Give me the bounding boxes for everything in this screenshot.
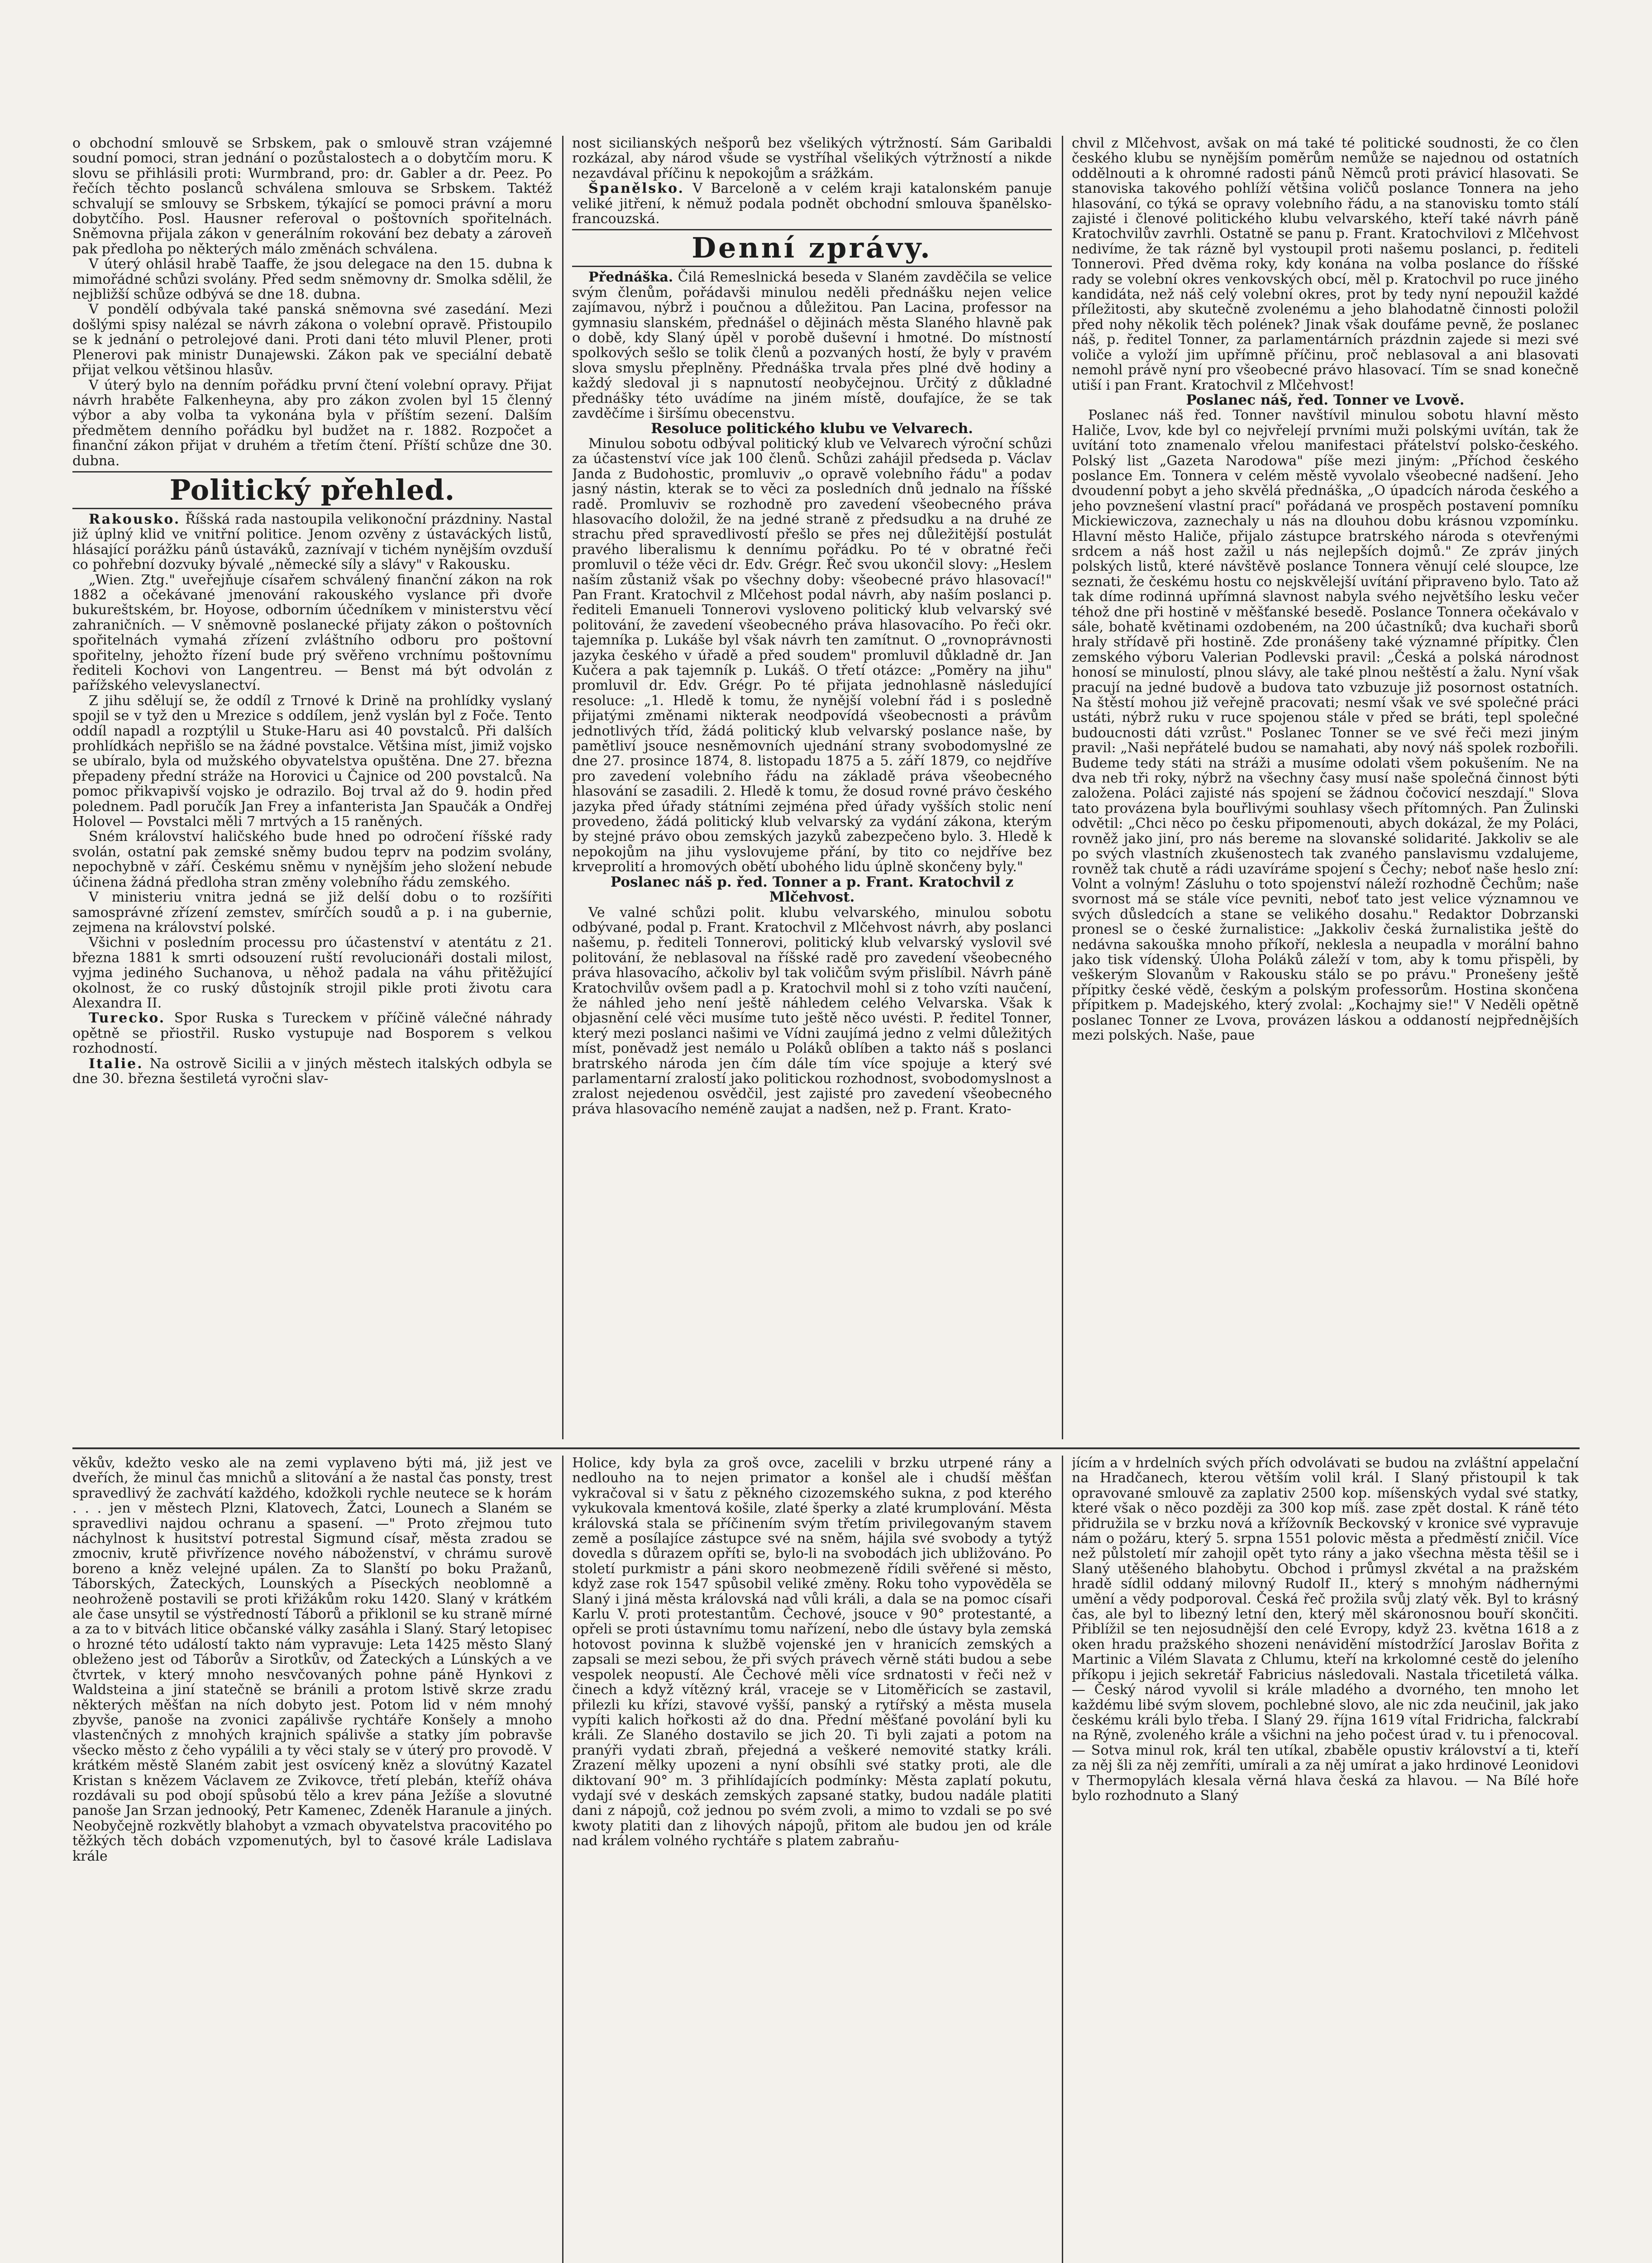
news-item-italie <box>72 1056 552 1087</box>
news-item: V ministeriu vnitra jedná se již delší dobu o to rozšířiti samosprávné zřízení zemstev, smírčích soudů a p. i na gubernie, zejmena na království polské. <box>72 889 552 936</box>
paragraph: Holice, kdy byla za groš ovce, zacelili v brzku utrpené rány a nedlouho na to nejen primator a konšel ale i chudší měšťan vykračoval si v šatu z pěkného cizozemského sukna, z pod kterého vykukovala kmentová košile, zlaté šperky a zlaté krumplování. Města královská stala se příčinením svým třetím privilegovaným stavem země a posílajíce zástupce své na sněm, hájila své svobody a tytýž dovedla s důrazem opříti se, bylo-li na svobodách jich ubližováno. Po století purkmistr a páni skoro neobmezeně řídili svěřené si město, když zase rok 1547 spůsobil veliké změny. Roku toho vypověděla se Slaný i jiná města královská nad vůli králi, a dala se na pomoc císaři Karlu V. proti protestantům. Čechové, jsouce v 90° protestanté, a opřeli se proti ústavnímu tomu nařízení, nebo dle ústavy byla zemská hotovost povinna k službě vojenské jen v hranicích zemských a zapsali se mezi sebou, že při svých právech věrně státi budou a sebe vespolek neopustí. Ale Čechové měli více srdnatosti v řeči než v činech a když vítězný král, vraceje se v Litoměřicích se zastavil, přilezli ku křízi, stavové vyšší, panský a rytířský a města musela vypíti kalich hořkosti až do dna. Přední měšťané povolání byli ku králi. Ze Slaného dostavilo se jich 20. Ti byli zajati a potom na pranýři vydati zbraň, přejedná a veškeré nemovité statky králi. Zrazení mělky upozeni a nyní obsíhli své statky proti, ale dle diktovaní 90° m. 3 přihlídajících podmínky: Města zaplatí pokutu, vydají své v deskách zemských zapsané statky, budou nadále platiti dani z nápojů, což jednou po svém zvoli, a mimo to vzdali se po své kwoty platiti dan z lihových nápojů, přitom ale budou jen od krále nad králem volného rychtáře s platem zabraňu- <box>572 1456 1052 1849</box>
paragraph: o obchodní smlouvě se Srbskem, pak o smlouvě stran vzájemné soudní pomoci, stran jednání o pozůstalostech a o dobytčím moru. K slovu se přihlásili proti: Wurmbrand, pro: dr. Gabler a dr. Peez. Po řečích těchto poslanců schválena smlouva se Srbskem. Taktéž schvalují se smlouvy se Srbskem, týkající se pomoci právní a moru dobytčího. Posl. Hausner referoval o poštovních spořitelnách. Sněmovna přijala zákon v generálním rokování bez debaty a zároveň pak předloha po některých málo změnách schválena. <box>72 136 552 257</box>
news-item-turecko <box>72 1011 552 1056</box>
paragraph: Ve valné schůzi polit. klubu velvarského, minulou sobotu odbývané, podal p. Frant. Kratochvil z Mlčehvost návrh, aby poslanci našemu, p. řediteli Tonnerovi, politický klub velvarský vyslovil své politování, že neblasoval na říšské radě pro zavedení všeobecného práva hlasovacího, ačkoliv byl tak voličům svým přislíbil. Návrh páně Kratochvilův ovšem padl a p. Kratochvil mohl si z toho vzíti naučení, že náhled jeho není ještě náhledem celého Velvarska. Však k objasnění celé věci musíme tuto ještě něco uvésti. P. ředitel Tonner, který mezi poslanci našimi ve Vídni zaujímá jedno z velmi důležitých míst, poněvadž jest nemálo u Poláků oblíben a takto náš s poslanci bratrského národa jen čím dále tím více spojuje a který své parlamentarní zralostí jako politickou rozhodnost, svobodomyslnost a zralost nejedenou osvědčil, jest zajisté pro zavedení všeobecného práva hlasovacího neméně zaujat a nadšen, než p. Frant. Krato- <box>572 904 1052 1117</box>
item-text: V Barceloně a v celém kraji katalonském panuje veliké jitření, k němuž podala podnět obchodní smlouva španělsko-francouzská. <box>572 181 1052 227</box>
section-title-politicky-prehled: Politický přehled. <box>72 471 552 509</box>
item-text: Spor Ruska s Tureckem v příčině válečné náhrady opětně se přiostřil. Rusko vystupuje nad Bosporem s velkou rozhodností. <box>72 1010 552 1057</box>
newspaper-page <box>72 136 1580 2263</box>
item-head: Přednáška. <box>588 269 673 286</box>
bottom-column-2 <box>572 1456 1052 2263</box>
news-item: Všichni v posledním processu pro účastenství v atentátu z 21. března 1881 k smrti odsouzení ruští revolucionáři dostali milost, vyjma jediného Suchanova, u něhož padala na váhu přitěžující okolnost, že co ruský důstojník strojil pikle proti životu cara Alexandra II. <box>72 935 552 1011</box>
column-divider <box>1062 1456 1063 2263</box>
item-head: Španělsko. <box>588 181 684 197</box>
column-divider <box>1062 136 1063 1439</box>
news-item: „Wien. Ztg." uveřejňuje císařem schválený finanční zákon na rok 1882 a očekávané jmenování rakouského vyslance při dvoře bukureštském, br. Hoyose, odborním účedníkem v ministerstvu věcí zahraničních. — V sněmovně poslanecké přijaty zákon o poštovních spořitelnách vymahá zřízení zvláštního odboru pro poštovní spořitelny, jehožto řízení bude prý svěřeno vrchnímu poštovnímu řediteli Kochovi von Langentreu. — Benst má být odvolán z pařížského velevyslanectví. <box>72 572 552 694</box>
paragraph: chvil z Mlčehvost, avšak on má také té politické soudnosti, že co člen českého klubu se nynějším poměrům nemůže se najednou od ostatních oddělnouti a k ohromné radosti pánů Němců proti právicí hlasovati. Se stanoviska takového pohlíží většina voličů poslance Tonnera na jeho hlasování, co týká se opravy volebního řádu, a na stanovisku tomto stálí zajisté i členové politického klubu velvarského, kteří také návrh páně Kratochvilův zavrhli. Ostatně se panu p. Frant. Kratochvilovi z Mlčehvost nedivíme, že tak rázně byl vystoupil proti našemu poslanci, p. řediteli Tonnerovi. Před dvěma roky, kdy konána na volba poslance do říšské rady se volební okres venkovských obcí, měl p. Kratochvil po ruce jiného kandidáta, než náš celý volební okres, prot by tedy nyní nepoužil každé příležitosti, aby skutečně zvolenému a jeho blahodatně činnosti položil před nohy několik těch polének? Jinak však doufáme pevně, že poslanec náš, p. ředitel Tonner, za parlamentárních prázdnin zajede si mezi své voliče a vyloží jim upřímně příčinu, proč neblasoval a ani blasovati nemohl právě nyní pro všeobecné právo hlasovací. Tím se snad konečně utiší i pan Frant. Kratochvil z Mlčehvost! <box>1072 136 1579 393</box>
column-divider <box>562 1456 563 2263</box>
section-divider <box>72 1447 1580 1449</box>
item-head: Turecko. <box>89 1010 166 1026</box>
subheading-resoluce: Resoluce politického klubu ve Velvarech. <box>651 420 973 437</box>
top-column-3 <box>1072 136 1579 1439</box>
news-item: Z jihu sdělují se, že oddíl z Trnové k Drině na prohlídky vyslaný spojil se v tyž den u Mrezice s oddílem, jenž vyslán byl z Foče. Tento oddíl napadl a rozptýlil u Stuke-Haru asi 40 povstalců. Při dalších prohlídkách nepřišlo se na žádné povstalce. Většina míst, jimiž vojsko se ubíralo, byla od mužského obyvatelstva opuštěna. Dne 27. března přepadeny přední stráže na Horovici u Čajnice od 200 povstalců. Na pomoc přikvapivší vojsko je odrazilo. Boj trval až do 9. hodin před polednem. Padl poručík Jan Frey a infanterista Jan Spaučák a Ondřej Holovel — Povstalci měli 7 mrtvých a 15 raněných. <box>72 692 552 830</box>
news-item: Sném království haličského bude hned po odročení říšské rady svolán, ostatní pak zemské sněmy budou teprv na podzim svolány, nepochybně v září. Českému sněmu v nynějším jeho složení nebude účinena žádná předloha stran změny volebního řádu zemského. <box>72 829 552 890</box>
paragraph: V úterý bylo na denním pořádku první čtení volební opravy. Přijat návrh hraběte Falkenheyna, aby pro zákon zvolen byl 15 členný výbor a aby volba ta vykonána byla v příštím sezení. Dalším předmětem denního pořádku byl budžet na r. 1882. Rozpočet a finanční zákon přijat v druhém a třetím čtení. Příští schůze dne 30. dubna. <box>72 377 552 469</box>
paragraph: věkův, kdežto vesko ale na zemi vyplaveno býti má, již jest ve dveřích, že minul čas mnichů a slitování a že nastal čas ponsty, trest spravedlivý že zachvátí každého, kdožkoli rychle neutece se k horám . . . jen v městech Plzni, Klatovech, Žatci, Lounech a Slaném se spravedlivi najdou ochranu a spasení. —" Proto zřejmou tuto náchylnost k husitství potrestal Sigmund císař, města zradou se zmocniv, krutě přivřízence nového náboženství, v chrámu surově boreno a kněz velejné upálen. Za to Slanští po boku Pražanů, Táborských, Žateckých, Lounských a Píseckých neoblomně a neohroženě postavili se proti křižákům roku 1420. Slaný v krátkém ale čase unsytil se výstředností Táborů a přiklonil se ku straně mírné a za to v bitvách litice občanské války zasáhla i Slaný. Starý letopisec o hrozné této událostí takto nám vypravuje: Leta 1425 město Slaný obleženo jest od Táborův a Sirotkův, od Žateckých a Lúnských a ve čtvrtek, v který mnoho nesvčovaných pohne páně Hynkovi z Waldsteina a jiní statečně se bránili a protom lstivě skrze zradu některých měšťan na ních dobyto jest. Potom lid v ném mnohý zbyvše, panoše na zvonici zapálivše rychtáře Konšely a mnoho vlastenčných z mnohých krajnich spálivše a statky jím pobravše všecko město z čeho vypálili a ty věci staly se v úterý pro provodě. V krátkém městě Slaném zabit jest osvícený kněz a slovútný Kazatel Kristan s knězem Václavem ze Zvikovce, třetí plebán, kteříž oháva rozdávali su pod obojí spůsobú tělo a krev pána Ježíše a slovutné panoše Jan Srzan jednooký, Petr Kamenec, Zdeněk Haranule a jiných. Neobyčejně rozkvětly blahobyt a vzmach obyvatelstva pracovitého po těžkých těch dobách vzpomenutých, byl to časové krále Ladislava krále <box>72 1456 552 1864</box>
paragraph: V úterý ohlásil hrabě Taaffe, že jsou delegace na den 15. dubna k mimořádné schůzi svolány. Před sedm sněmovny dr. Smolka sdělil, že nejbližší schůze odbývá se dne 18. dubna. <box>72 256 552 303</box>
column-divider <box>562 136 563 1439</box>
item-head: Rakousko. <box>89 511 181 527</box>
section-title-denni-zpravy: Denní zprávy. <box>572 229 1052 267</box>
top-column-2 <box>572 136 1052 1439</box>
bottom-column-1 <box>72 1456 552 2263</box>
news-item-prednaska <box>572 270 1052 421</box>
top-column-1 <box>72 136 552 1439</box>
news-item-rakousko <box>72 512 552 573</box>
paragraph: nost sicilianských nešporů bez všelikých výtržností. Sám Garibaldi rozkázal, aby národ všude se vystříhal všelikých výtržností a nikde nezavdával příčinu k nepokojům a srážkám. <box>572 136 1052 181</box>
item-text: Říšská rada nastoupila velikonoční prázdniny. Nastal již úplný klid ve vnitřní politice. Jenom ozvěny z ústaváckých listů, hlásající porážku pánů ústaváků, zaznívají v tichém nynějším ovzduší co pohřební dozvuky bývalé „německé síly a slávy" v Rakousku. <box>72 511 552 573</box>
paragraph: Poslanec náš řed. Tonner navštívil minulou sobotu hlavní město Haliče, Lvov, kde byl co nejvřelejí prvními muži polskými uvítán, tak že uvítání toto znamenalo vřelou manifestaci přátelství polsko-českého. Polský list „Gazeta Narodowa" píše mezi jiným: „Příchod českého poslance Em. Tonnera v celém městě vyvolalo všeobecné nadšení. Jeho dvoudenní pobyt a jeho skvělá přednáška, „O úpadcích národa českého a jeho povznešení vlastní prací" pořádaná ve prospěch postavení pomníku Mickiewiczova, zaznechaly u nás na dlouhou dobu krásnou vzpomínku. Hlavní město Haliče, přijalo zástupce bratrského národa s otevřenými srdcem a náš host zažil u nás nejlepších dojmů." Ze zpráv jiných polských listů, které návštěvě poslance Tonnera věnují celé sloupce, lze seznati, že českému hostu co nejskvělejší uvítání připraveno bylo. Tato až tak díme rodinná upřímná slavnost nabyla svého největšího lesku večer téhož dne při hostině v měšťanské besedě. Poslance Tonnera očekávalo v sále, bohatě květinami ozdobeném, na 200 účastníků; dva kuchaři sborů hraly střídavě při hostině. Zde pronášeny také významné přípitky. Člen zemského výboru Valerian Podlevski pravil: „Česká a polská národnost honosí se minulostí, plnou slávy, ale také plnou neštěstí a žalu. Nyní však pracují na jedné budově a budova tato vzbuzuje již posornost ostatních. Na štěstí mohou již veřejně pracovati; nesmí však ve své společné práci ustáti, nýbrž ruku v ruce spojenou stále v před se bráti, tepl společné budoucnosti dáti vzrůst." Poslanec Tonner se ve své řeči mezi jiným pravil: „Naši nepřátelé budou se namahati, aby nový náš spolek rozbořili. Budeme tedy státi na stráži a musíme odolati všem pokušením. Ne na dva neb tři roky, nýbrž na všechny časy musí naše společná činnost býti založena. Poláci zajisté nás spojení se žádnou čočovicí neszdají." Slova tato provázena byla bouřlivými souhlasy všech přítomných. Pan Žulinski odvětil: „Chci něco po česku připomenouti, abych dokázal, že my Poláci, rovněž jako jiní, pro nás bereme na slovanské solidarité. Jakkoliv se ale po svých vlastních zkušenostech tak zvaného panslavismu vzdalujeme, rovněž tak chutě a rádi uzavíráme spojení s Čechy; neboť naše heslo zní: Volnt a volným! Zásluhu o toto spojenství náleží rozhodně Čechům; naše svornost má se stále více pevniti, neboť tato jest velice významnou ve svých důsledcích a stane se velikého dosahu." Redaktor Dobrzanski pronesl se o české žurnalistice: „Jakkoliv česká žurnalistika ještě do nedávna sakouška mnoho příkoří, neklesla a neupadla v morální bahno jako tisk vídenský. Úloha Poláků záleží v tom, aby k tomu přispěli, by veškerým Slovanům v Rakousku stálo se po právu." Pronešeny ještě přípitky české vědě, českým a polským professorům. Hostina skončena přípitkem p. Madejského, který zvolal: „Kochajmy sie!" V Neděli opětně poslanec Tonner ze Lvova, provázen láskou a oddaností nejpřednějších mezi polských. Naše, paue <box>1072 407 1579 1043</box>
item-head: Italie. <box>89 1055 143 1072</box>
item-text: Čilá Remeslnická beseda v Slaném zavděčila se velice svým členům, pořádavši minulou neděli přednášku nejen velice zajímavou, nýbrž i poučnou a důležitou. Pan Lacina, professor na gymnasiu slanském, přednášel o dějinách města Slaného hlavně pak o době, kdy Slaný úpěl v porobě duševní i hmotné. Do místností spolkových sešlo se tolik členů a pozvaných hostí, že byly v pravém slova smyslu přeplněny. Přednáška trvala přes plné dvě hodiny a každý sledoval ji s napnutostí neobyčejnou. Určitý z důkladné přednášky této uvádíme na jiném místě, doufajíce, že se tak zavděčíme i širšímu obecenstvu. <box>572 269 1052 422</box>
paragraph: Minulou sobotu odbýval politický klub ve Velvarech výroční schůzi za účastenství více jak 100 členů. Schůzi zahájil předseda p. Václav Janda z Budohostic, promluviv „o opravě volebního řádu" a podav jasný nástin, kterak se to věci za posledních dnů jednalo na říšské radě. Promluviv se rozhodně pro zavedení všeobecného práva hlasovacího doložil, že na jedné straně z předsudku a na druhé ze strachu před spravedlivostí přešlo se přes nej důležitější postulát pravého liberalismu k dennímu pořádku. Po té v obratné řeči promluvil o téže věci dr. Edv. Grégr. Řeč svou ukončil slovy: „Heslem naším zůstaniž však po všechny doby: všeobecné právo hlasovací!" Pan Frant. Kratochvil z Mlčehost podal návrh, aby naším poslanci p. řediteli Emanueli Tonnerovi vysloveno politický klub velvarský své politování, že zavedení všeobecného práva hlasovacího. Po řeči okr. tajemníka p. Lukáše byl však návrh ten zamítnut. O „rovnoprávnosti jazyka českého v úřadě a před soudem" promluvil důkladně dr. Jan Kučera a pak tajemník p. Lukáš. O třetí otázce: „Poměry na jihu" promluvil dr. Edv. Grégr. Po té přijata jednohlasně následující resoluce: „1. Hledě k tomu, že nynější volební řád i s posledně přijatými změnami nikterak neodpovídá všeobecnosti a právům jednotlivých tříd, žádá politický klub velvarský poslance naše, by pamětliví jsouce nesněmovních ujednání strany svobodomyslné ze dne 27. prosince 1874, 8. listopadu 1875 a 5. září 1879, co nejdříve pro zavedení volebního řádu na základě práva všeobecného hlasování se zasadili. 2. Hledě k tomu, že dosud rovné právo českého jazyka před úřady státními zejména před úřady vyšších stolic není provedeno, žádá politický klub velvarský za vydání zákona, kterým by stejné právo obou zemských jazyků zabezpečeno bylo. 3. Hledě k nepokojům na jihu vyslovujeme přání, by tito co nejdříve bez krveprolití a hromových obětí ubohého lidu úplně skončeny byly." <box>572 435 1052 875</box>
item-text: Na ostrově Sicilii a v jiných městech italských odbyla se dne 30. března šestiletá vyročni slav- <box>72 1055 552 1087</box>
subheading-tonner-lvov: Poslanec náš, řed. Tonner ve Lvově. <box>1186 391 1465 408</box>
subheading-poslanec-tonner: Poslanec náš p. řed. Tonner a p. Frant. Kratochvil z Mlčehvost. <box>610 874 1014 906</box>
bottom-column-3 <box>1072 1456 1579 2263</box>
news-item-spanelsko <box>572 181 1052 226</box>
paragraph: jícím a v hrdelních svých přích odvolávati se budou na zvláštní appelační na Hradčanech, kterou větším volil král. I Slaný přistoupil k tak opravované smlouvě za zaplativ 2500 kop. míšenských vydal své statky, které však o něco později za 300 kop míš. zase zpět dostal. K ráně této přidružila se v brzku nová a křížovník Beckovský v kronice své vypravuje nám o požáru, který 5. srpna 1551 polovic města a předměstí zničil. Více než půlstoletí mír zahojil opět tyto rány a jako všechna města těšil se i Slaný utěšeného blahobytu. Obchod i průmysl zkvétal a na pražském hradě sídlil oddaný milovný Rudolf II., který s mnohým nádhernými umění a vědy podporoval. Česká řeč prožila svůj zlatý věk. Byl to krásný čas, ale byl to libezný letní den, který měl skáronosnou bouří skončiti. Přiblížil se ten nejosudnější den celé Evropy, když 23. května 1618 a z oken hradu pražského shozeni nenávidění místodržící Jaroslav Bořita z Martinic a Vilém Slavata z Chlumu, kteří na krkolomné cestě do jeleního příkopu i jejich sekretář Fabricius následovali. Nastala třicetiletá válka. — Český národ vyvolil si krále mladého a dvorného, ten mnoho let každému libé svým slovem, pochlebné slovo, ale nic zda neučinil, jak jako českému králi bylo třeba. I Slaný 29. října 1619 vítal Fridricha, falckrabí na Rýně, zvoleného krále a všichni na jeho počest úrad v. tu i přenocoval. — Sotva minul rok, král ten utíkal, zbaběle opustiv království a ti, kteří za něj šli za něj zemříti, umírali a za něj umírat a jako hrdinové Leonidovi v Thermopylách klesala věrná hlava česká za hlavou. — Na Bílé hoře bylo rozhodnuto a Slaný <box>1072 1456 1579 1804</box>
paragraph: V pondělí odbývala také panská sněmovna své zasedání. Mezi došlými spisy nalézal se návrh zákona o volební opravě. Přistoupilo se k jednání o petrolejové dani. Proti dani této mluvil Plener, proti Plenerovi pak ministr Dunajewski. Zákon pak ve speciální debatě přijat velkou většinou hlasův. <box>72 301 552 378</box>
